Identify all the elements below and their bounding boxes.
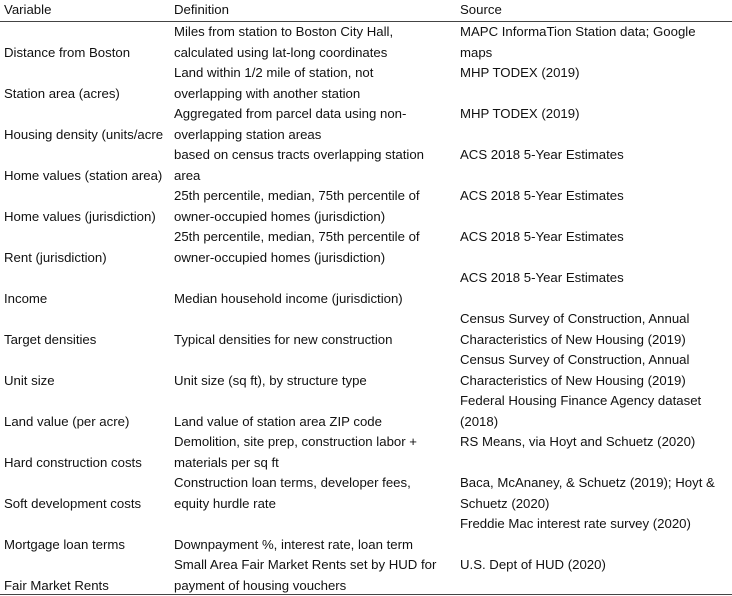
- source-line: Federal Housing Finance Agency dataset: [460, 393, 702, 408]
- cell-source: [460, 350, 728, 391]
- source-line: Census Survey of Construction, Annual: [460, 352, 690, 367]
- cell-variable: Home values (station area): [4, 167, 163, 183]
- header-definition: Definition: [174, 2, 229, 17]
- table-row: [0, 186, 732, 227]
- source-line: Census Survey of Construction, Annual: [460, 311, 690, 326]
- table-row: [0, 473, 732, 514]
- cell-definition: [174, 22, 456, 63]
- cell-definition: [174, 63, 456, 104]
- table-bottom-rule: [0, 594, 732, 595]
- source-line: ACS 2018 5-Year Estimates: [460, 188, 624, 203]
- cell-variable: Target densities: [4, 331, 97, 347]
- source-line: maps: [460, 44, 493, 60]
- source-line: Characteristics of New Housing (2019): [460, 372, 686, 388]
- cell-variable: Soft development costs: [4, 495, 142, 511]
- cell-definition: [174, 289, 456, 310]
- source-line: ACS 2018 5-Year Estimates: [460, 270, 624, 285]
- source-line: Baca, McAnaney, & Schuetz (2019); Hoyt &: [460, 475, 715, 490]
- cell-source: [460, 104, 728, 125]
- cell-variable: Income: [4, 290, 48, 306]
- table-row: [0, 227, 732, 268]
- definition-line: Construction loan terms, developer fees,: [174, 475, 411, 490]
- definition-line: owner-occupied homes (jurisdiction): [174, 208, 386, 224]
- definition-line: equity hurdle rate: [174, 495, 276, 511]
- cell-source: [460, 268, 728, 289]
- cell-definition: [174, 371, 456, 392]
- definition-line: overlapping with another station: [174, 85, 361, 101]
- source-line: ACS 2018 5-Year Estimates: [460, 147, 624, 162]
- definition-line: Median household income (jurisdiction): [174, 290, 403, 306]
- cell-variable: Rent (jurisdiction): [4, 249, 107, 265]
- table-row: [0, 350, 732, 391]
- cell-source: [460, 391, 728, 432]
- cell-variable: Unit size: [4, 372, 55, 388]
- source-line: ACS 2018 5-Year Estimates: [460, 229, 624, 244]
- cell-source: [460, 514, 728, 535]
- cell-definition: [174, 555, 456, 596]
- table-row: [0, 432, 732, 473]
- cell-definition: [174, 535, 456, 556]
- definition-line: Land within 1/2 mile of station, not: [174, 65, 374, 80]
- table-row: [0, 309, 732, 350]
- definition-line: 25th percentile, median, 75th percentile of: [174, 188, 420, 203]
- table-row: [0, 555, 732, 596]
- source-line: RS Means, via Hoyt and Schuetz (2020): [460, 434, 696, 449]
- cell-source: [460, 22, 728, 63]
- source-line: U.S. Dept of HUD (2020): [460, 557, 606, 572]
- source-line: MHP TODEX (2019): [460, 106, 580, 121]
- cell-variable: Housing density (units/acre: [4, 126, 164, 142]
- cell-definition: [174, 473, 456, 514]
- definition-line: Unit size (sq ft), by structure type: [174, 372, 367, 388]
- table-row: [0, 145, 732, 186]
- cell-variable: Hard construction costs: [4, 454, 142, 470]
- cell-source: [460, 309, 728, 350]
- cell-definition: [174, 412, 456, 433]
- cell-definition: [174, 145, 456, 186]
- cell-source: [460, 63, 728, 84]
- definition-line: based on census tracts overlapping station: [174, 147, 424, 162]
- cell-variable: Land value (per acre): [4, 413, 130, 429]
- table-row: [0, 391, 732, 432]
- definition-line: materials per sq ft: [174, 454, 279, 470]
- source-line: MAPC InformaTion Station data; Google: [460, 24, 696, 39]
- definition-line: Aggregated from parcel data using non-: [174, 106, 407, 121]
- definition-line: Miles from station to Boston City Hall,: [174, 24, 394, 39]
- source-line: Characteristics of New Housing (2019): [460, 331, 686, 347]
- definition-line: owner-occupied homes (jurisdiction): [174, 249, 386, 265]
- table-row: [0, 63, 732, 104]
- cell-variable: Station area (acres): [4, 85, 120, 101]
- table-row: [0, 268, 732, 309]
- cell-variable: Distance from Boston: [4, 44, 131, 60]
- table-row: [0, 514, 732, 555]
- cell-variable: Home values (jurisdiction): [4, 208, 156, 224]
- cell-source: [460, 227, 728, 248]
- definition-line: calculated using lat-long coordinates: [174, 44, 388, 60]
- cell-source: [460, 473, 728, 514]
- source-line: (2018): [460, 413, 499, 429]
- header-variable: Variable: [4, 2, 52, 17]
- definition-line: overlapping station areas: [174, 126, 322, 142]
- table-body: [0, 22, 732, 596]
- definition-line: Demolition, site prep, construction labor +: [174, 434, 417, 449]
- definition-line: Downpayment %, interest rate, loan term: [174, 536, 413, 552]
- cell-source: [460, 432, 728, 453]
- source-line: MHP TODEX (2019): [460, 65, 580, 80]
- definition-line: Land value of station area ZIP code: [174, 413, 382, 429]
- cell-source: [460, 145, 728, 166]
- cell-definition: [174, 104, 456, 145]
- definition-line: Small Area Fair Market Rents set by HUD for: [174, 557, 437, 572]
- table-header: [0, 0, 732, 22]
- cell-definition: [174, 227, 456, 268]
- cell-definition: [174, 186, 456, 227]
- source-line: Freddie Mac interest rate survey (2020): [460, 516, 691, 531]
- definition-line: Typical densities for new construction: [174, 331, 393, 347]
- source-line: Schuetz (2020): [460, 495, 550, 511]
- cell-variable: Mortgage loan terms: [4, 536, 125, 552]
- cell-source: [460, 555, 728, 576]
- cell-variable: Fair Market Rents: [4, 577, 109, 593]
- table-row: [0, 104, 732, 145]
- header-source: Source: [460, 2, 502, 17]
- cell-definition: [174, 330, 456, 351]
- definition-line: 25th percentile, median, 75th percentile of: [174, 229, 420, 244]
- definition-line: payment of housing vouchers: [174, 577, 347, 593]
- definition-line: area: [174, 167, 201, 183]
- cell-definition: [174, 432, 456, 473]
- table-row: [0, 22, 732, 63]
- cell-source: [460, 186, 728, 207]
